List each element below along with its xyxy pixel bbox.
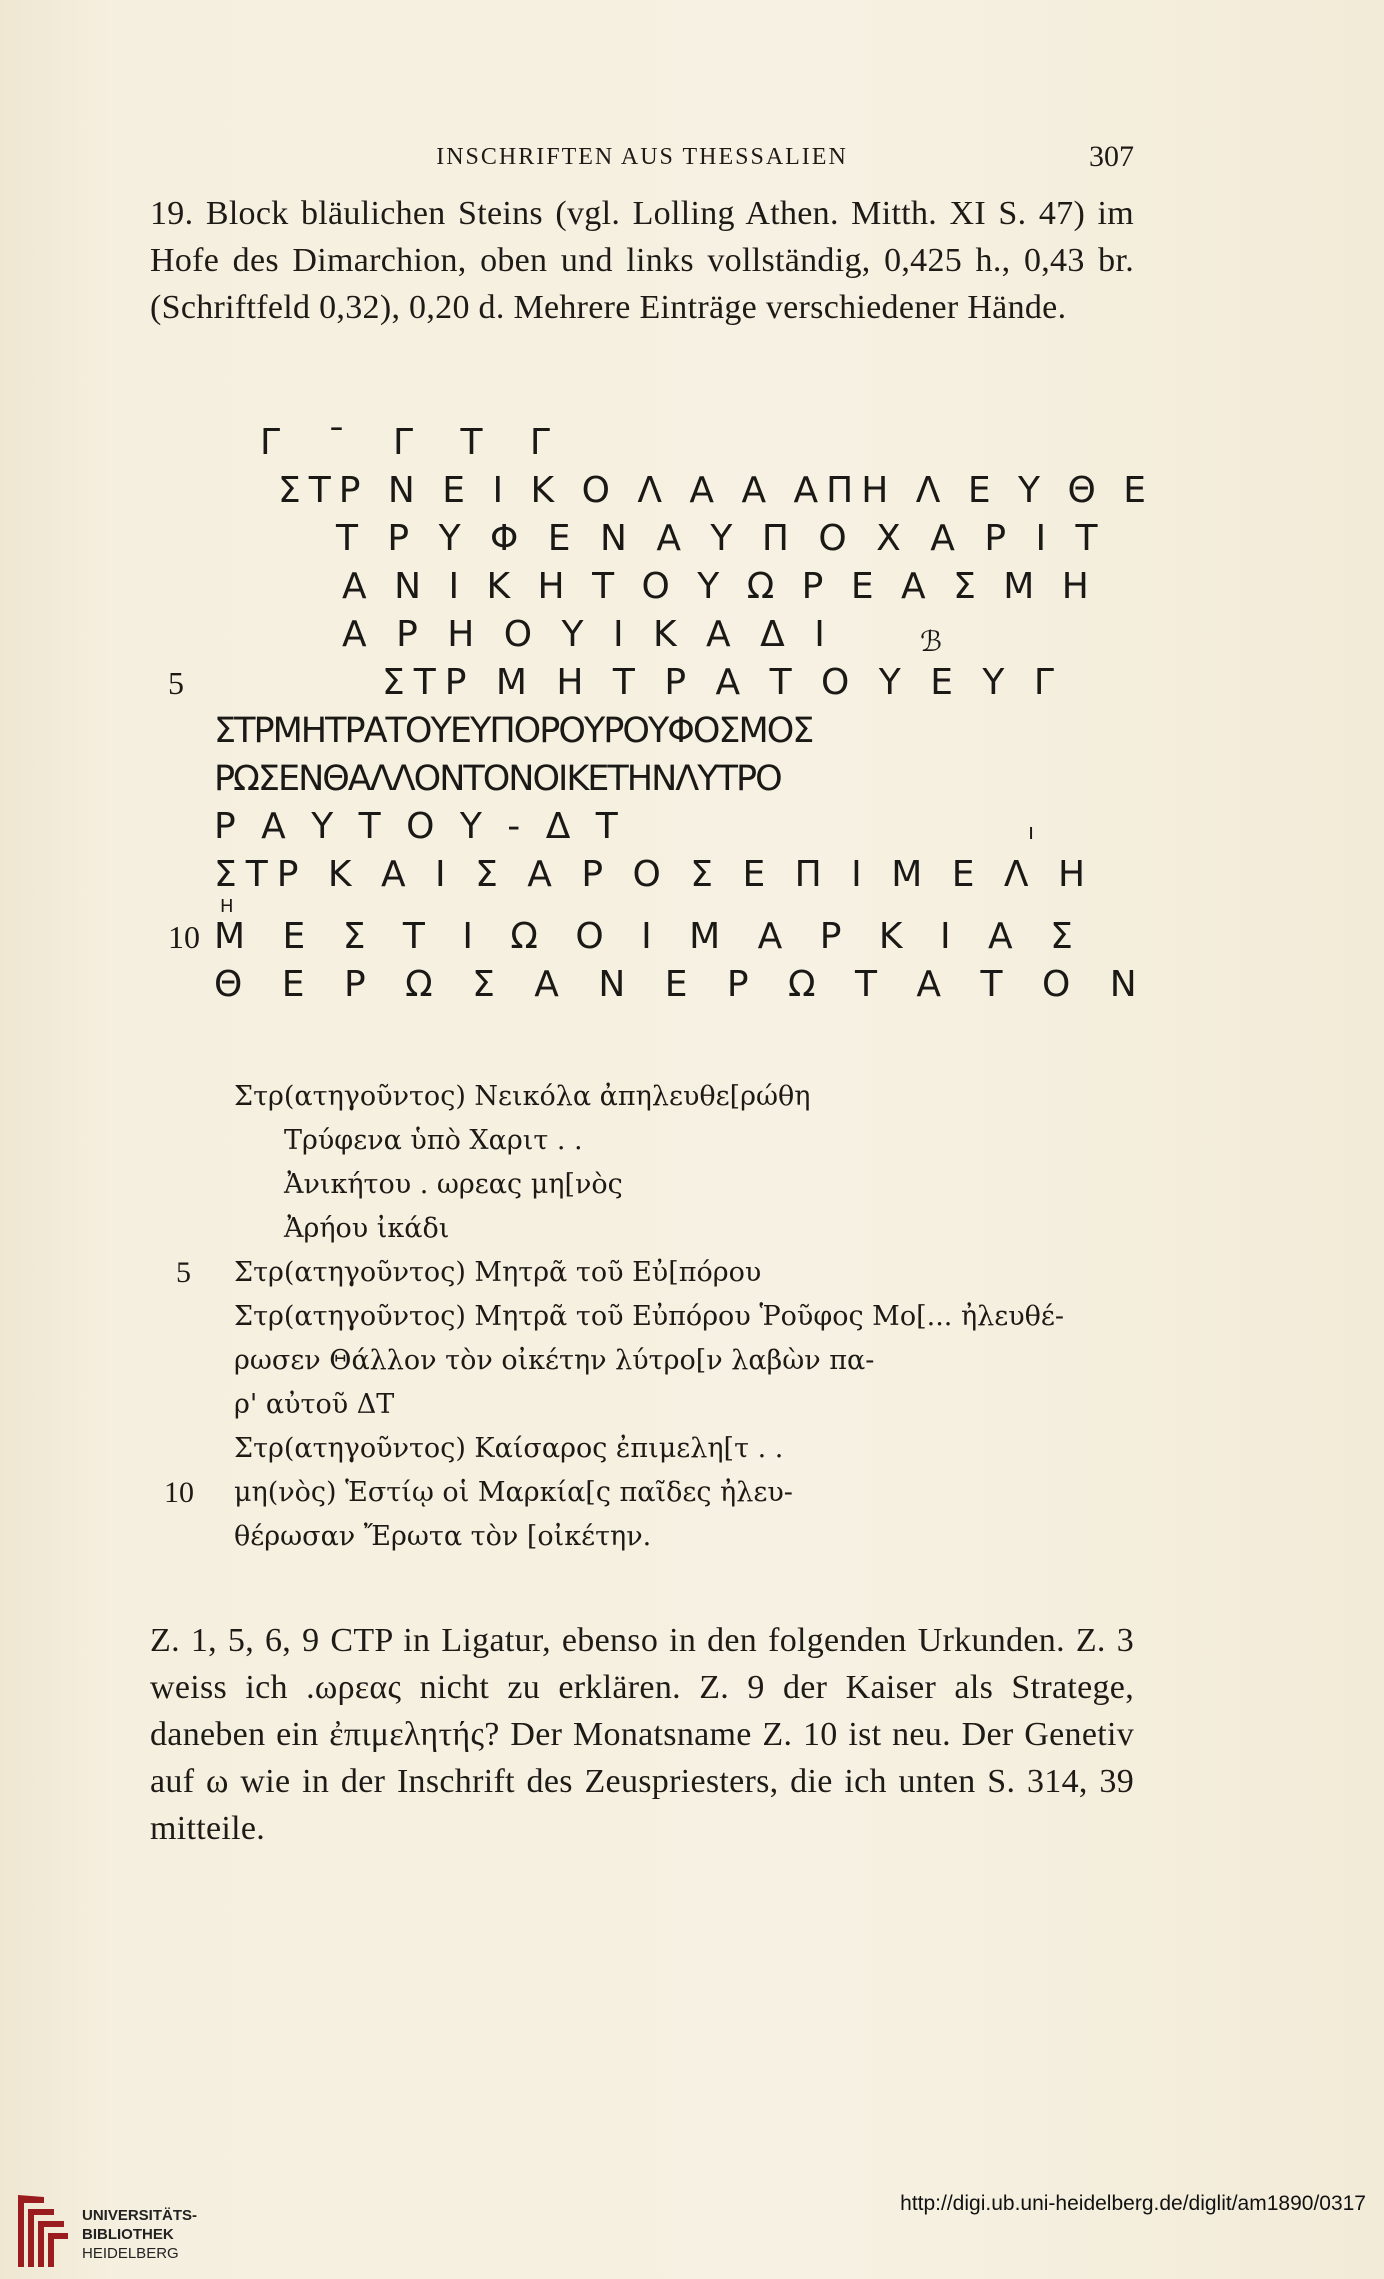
inscription-line: Α Ν Ι Κ Η Τ Ο Υ Ω Ρ Ε Α Σ Μ Η	[342, 566, 1097, 607]
inscription-majuscule	[150, 420, 1154, 1020]
inscription-line: Τ Ρ Υ Φ Ε Ν Α Υ Π Ο Χ Α Ρ Ι Τ	[336, 518, 1107, 559]
inscription-line: Ρ Α Υ Τ Ο Υ - Δ Τ	[214, 806, 625, 847]
transcription-line: Ἀνικήτου . ωρεας μη[νὸς	[284, 1169, 623, 1200]
transcription-line: ρωσεν Θάλλον τὸν οἰκέτην λύτρο[ν λαβὼν πα-	[234, 1345, 875, 1376]
library-name	[82, 2206, 197, 2263]
library-logo-icon	[14, 2187, 70, 2271]
tick-mark: ı	[1028, 820, 1035, 845]
running-head	[150, 140, 1134, 180]
transcription-line: ρ' αὐτοῦ ΔΤ	[234, 1389, 395, 1420]
intro-paragraph: 19. Block bläulichen Steins (vgl. Lolling Athen. Mitth. XI S. 47) im Hofe des Dimarchion, oben und links vollständig, 0,425 h., 0,43 br. (Schriftfeld 0,32), 0,20 d. Mehrere Einträge verschiedener Hände.	[150, 195, 1134, 326]
transcription-line: Στρ(ατηγοῦντος) Μητρᾶ τοῦ Εὐπόρου Ῥοῦφος Μο[... ἠλευθέ-	[234, 1301, 1064, 1332]
transcription-line: Στρ(ατηγοῦντος) Νεικόλα ἀπηλευθε[ρώθη	[234, 1081, 811, 1112]
transcription-line: Στρ(ατηγοῦντος) Καίσαρος ἐπιμελη[τ . .	[234, 1433, 784, 1464]
line-number: 10	[164, 1476, 194, 1509]
inscription-line: ΣΤΡ Μ Η Τ Ρ Α Τ Ο Υ Ε Υ Γ	[382, 662, 1063, 703]
transcription-line: Τρύφενα ὑπὸ Χαριτ . .	[284, 1125, 583, 1156]
transcription-line: θέρωσαν Ἔρωτα τὸν [οἰκέτην.	[234, 1521, 652, 1552]
inscription-line: ΣΤΡ Κ Α Ι Σ Α Ρ Ο Σ Ε Π Ι Μ Ε Λ Η	[214, 854, 1095, 895]
transcription-line: μη(νὸς) Ἑστίῳ οἱ Μαρκία[ς παῖδες ἠλευ-	[234, 1477, 793, 1508]
footer	[0, 2150, 1384, 2279]
source-url-link[interactable]: http://digi.ub.uni-heidelberg.de/diglit/am1890/0317	[900, 2192, 1366, 2215]
transcription-minuscule	[150, 1075, 1134, 1595]
page-number: 307	[1089, 140, 1134, 173]
transcription-line: Στρ(ατηγοῦντος) Μητρᾶ τοῦ Εὐ[πόρου	[234, 1257, 762, 1288]
line-number: 5	[176, 1256, 191, 1289]
library-name-line: BIBLIOTHEK	[82, 2226, 174, 2243]
commentary-paragraph: Z. 1, 5, 6, 9 CTP in Ligatur, ebenso in den folgenden Urkunden. Z. 3 weiss ich .ωρεας nicht zu erklären. Z. 9 der Kaiser als Stratege, daneben ein ἐπιμελητής? Der Monatsname Z. 10 ist neu. Der Genetiv auf ω wie in der Inschrift des Zeuspriesters, die ich unten S. 314, 39 mitteile.	[150, 1622, 1134, 1847]
inscription-line: Μ Ε Σ Τ Ι Ω Ο Ι Μ Α Ρ Κ Ι Α Σ	[214, 916, 1086, 957]
transcription-line: Ἀρήου ἰκάδι	[284, 1213, 450, 1244]
line-number: 10	[168, 919, 200, 955]
inscription-line: Θ Ε Ρ Ω Σ Α Ν Ε Ρ Ω Τ Α Τ Ο Ν	[214, 964, 1151, 1005]
inscription-line: ΡΩΣΕΝΘΑΛΛΟΝΤΟΝΟΙΚΕΤΗΝΛΥΤΡΟ	[214, 759, 781, 799]
inscription-line: Α Ρ Η Ο Υ Ι Κ Α Δ Ι	[342, 614, 834, 655]
inscription-line: ΣΤΡ Ν Ε Ι Κ Ο Λ Α Α ΑΠΗ Λ Ε Υ Θ Ε	[278, 470, 1154, 511]
running-title: INSCHRIFTEN AUS THESSALIEN	[436, 144, 848, 170]
line-number: 5	[168, 665, 184, 701]
superscript-letter: Η	[220, 896, 234, 917]
inscription-line: ΣΤΡΜΗΤΡΑΤΟΥΕΥΠΟΡΟΥΡΟΥΦΟΣΜΟΣ	[214, 711, 813, 751]
library-name-line: HEIDELBERG	[82, 2245, 179, 2262]
scribal-flourish-mark: ℬ	[920, 625, 943, 658]
inscription-line: Γ ¯ Γ Τ Γ	[260, 422, 568, 463]
library-name-line: UNIVERSITÄTS-	[82, 2207, 198, 2224]
